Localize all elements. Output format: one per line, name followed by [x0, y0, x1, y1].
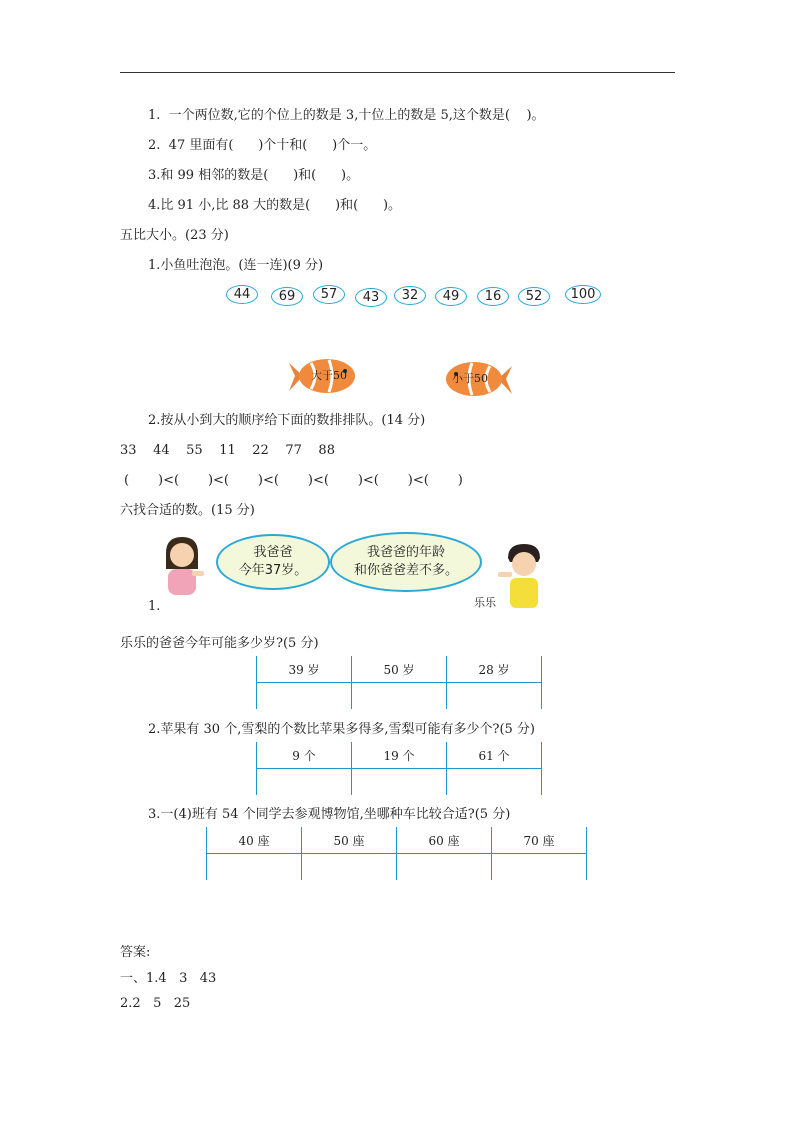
boy-line-2: 和你爸爸差不多。: [353, 563, 458, 578]
check-cell[interactable]: [397, 854, 492, 881]
option-70-seats[interactable]: 70 座: [492, 827, 587, 854]
option-40-seats[interactable]: 40 座: [207, 827, 302, 854]
boy-name-label: 乐乐: [474, 596, 496, 609]
fish-less-than-50[interactable]: [440, 358, 512, 400]
check-cell[interactable]: [257, 769, 352, 796]
header-rule: [120, 72, 675, 73]
check-cell[interactable]: [207, 854, 302, 881]
q4-item-2: 2. 47 里面有( )个十和( )个一。: [148, 138, 377, 153]
q4-item-4: 4.比 91 小,比 88 大的数是( )和( )。: [148, 198, 402, 213]
q6-part-1-number: 1.: [148, 599, 161, 614]
check-cell[interactable]: [352, 683, 447, 710]
q4-item-3: 3.和 99 相邻的数是( )和( )。: [148, 168, 360, 183]
answers-title: 答案:: [120, 945, 151, 960]
option-39[interactable]: 39 岁: [257, 656, 352, 683]
girl-line-1: 我爸爸: [253, 545, 293, 560]
bubble-43[interactable]: 43: [355, 288, 387, 307]
bubble-16[interactable]: 16: [477, 287, 509, 306]
option-28[interactable]: 28 岁: [447, 656, 542, 683]
check-cell[interactable]: [302, 854, 397, 881]
q6-part-1-question: 乐乐的爸爸今年可能多少岁?(5 分): [120, 636, 319, 651]
bubble-52[interactable]: 52: [518, 287, 550, 306]
q5-numbers: 33 44 55 11 22 77 88: [120, 443, 335, 458]
bubble-32[interactable]: 32: [394, 286, 426, 305]
answer-line-2: 2.2 5 25: [120, 996, 191, 1011]
check-cell[interactable]: [492, 854, 587, 881]
check-cell[interactable]: [352, 769, 447, 796]
q6-part-2-question: 2.苹果有 30 个,雪梨的个数比苹果多得多,雪梨可能有多少个?(5 分): [148, 722, 535, 737]
option-19[interactable]: 19 个: [352, 742, 447, 769]
speech-bubble-boy: [330, 532, 482, 592]
q5-blanks: ( )<( )<( )<( )<( )<( )<( ): [124, 473, 463, 488]
q5-part-2: 2.按从小到大的顺序给下面的数排排队。(14 分): [148, 413, 426, 428]
option-50[interactable]: 50 岁: [352, 656, 447, 683]
answer-line-1: 一、1.4 3 43: [120, 971, 217, 986]
bus-options-table: [206, 827, 587, 880]
option-50-seats[interactable]: 50 座: [302, 827, 397, 854]
check-cell[interactable]: [447, 769, 542, 796]
fish-left-label: 大于50: [311, 369, 347, 382]
age-options-table: [256, 656, 542, 709]
option-60-seats[interactable]: 60 座: [397, 827, 492, 854]
speech-bubble-girl: [216, 534, 330, 590]
option-61[interactable]: 61 个: [447, 742, 542, 769]
option-9[interactable]: 9 个: [257, 742, 352, 769]
bubble-100[interactable]: 100: [565, 285, 601, 304]
bubble-69[interactable]: 69: [271, 287, 303, 306]
bubble-44[interactable]: 44: [226, 285, 258, 304]
q4-item-1: 1. 一个两位数,它的个位上的数是 3,十位上的数是 5,这个数是( )。: [148, 108, 545, 123]
q5-part-1: 1.小鱼吐泡泡。(连一连)(9 分): [148, 258, 324, 273]
section-5-title: 五比大小。(23 分): [120, 228, 229, 243]
q6-part-3-question: 3.一(4)班有 54 个同学去参观博物馆,坐哪种车比较合适?(5 分): [148, 807, 511, 822]
section-6-title: 六找合适的数。(15 分): [120, 503, 255, 518]
boy-illustration: [498, 542, 546, 612]
pear-options-table: [256, 742, 542, 795]
boy-line-1: 我爸爸的年龄: [366, 545, 445, 560]
girl-line-2: 今年37岁。: [238, 563, 308, 578]
check-cell[interactable]: [447, 683, 542, 710]
bubble-57[interactable]: 57: [313, 285, 345, 304]
fish-greater-than-50[interactable]: [289, 355, 361, 397]
fish-right-label: 小于50: [452, 372, 488, 385]
check-cell[interactable]: [257, 683, 352, 710]
girl-illustration: [160, 535, 204, 595]
bubble-49[interactable]: 49: [435, 287, 467, 306]
